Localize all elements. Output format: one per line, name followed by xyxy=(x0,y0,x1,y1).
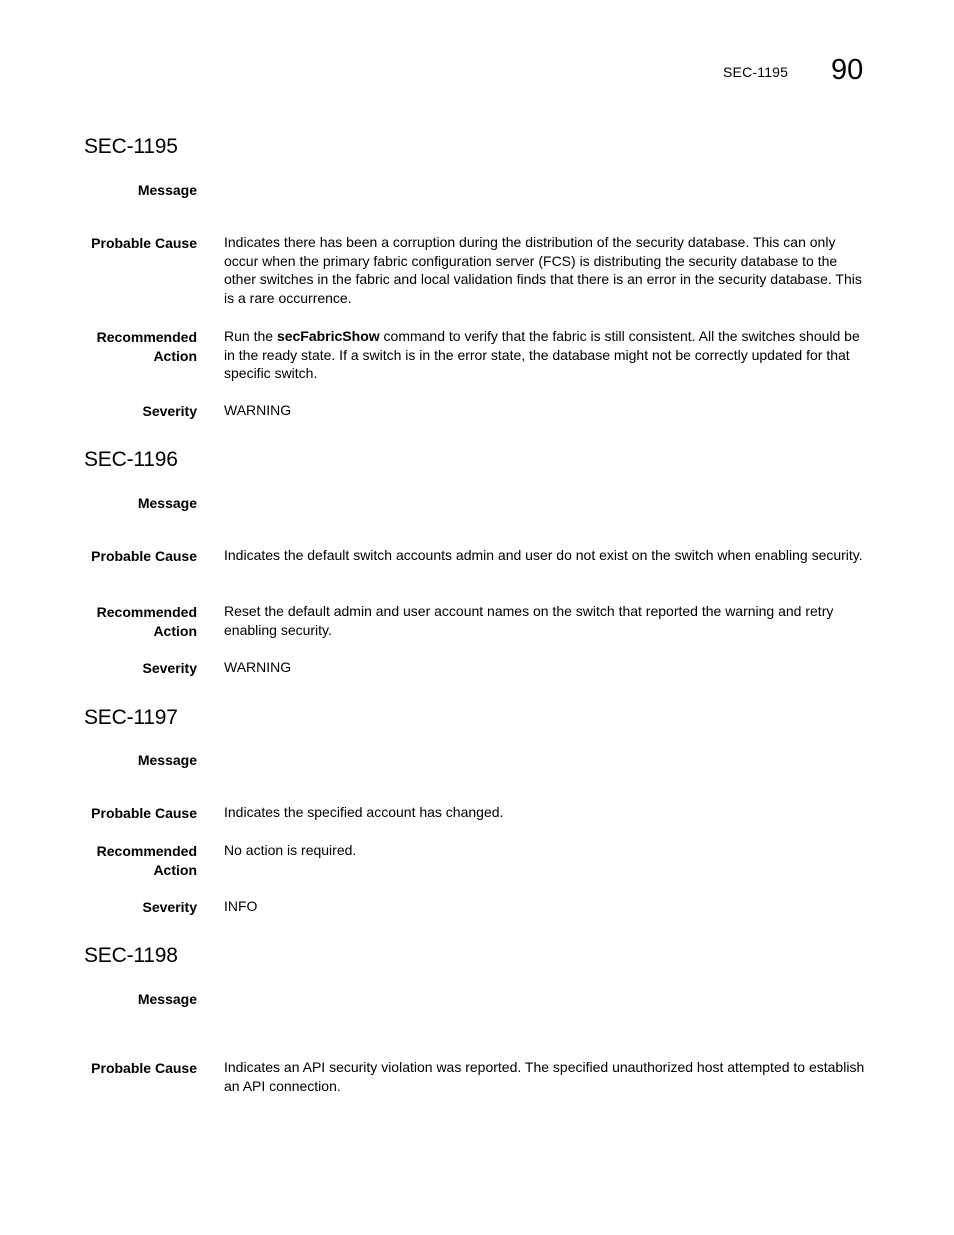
severity-label: Severity xyxy=(142,660,197,676)
section-title: SEC-1197 xyxy=(84,706,178,729)
message-label: Message xyxy=(137,991,197,1007)
recommended-action-label-line1: Recommended xyxy=(96,604,197,620)
probable-cause-label: Probable Cause xyxy=(91,1060,197,1076)
probable-cause-text: Indicates there has been a corruption during the distribution of the security database. This can only occur when the primary fabric configuration server (FCS) is distributing the security database to the other switches in the fabric and local validation finds that there is an error in the security database. This is a rare occurrence. xyxy=(224,234,862,307)
recommended-action-label xyxy=(67,603,197,641)
probable-cause-label: Probable Cause xyxy=(91,805,197,821)
probable-cause-text: Indicates an API security violation was reported. The specified unauthorized host attempted to establish an API connection. xyxy=(224,1059,865,1094)
recommended-action-label xyxy=(67,328,197,366)
recommended-action-text: Reset the default admin and user account names on the switch that reported the warning and retry enabling security. xyxy=(224,603,834,638)
section-title: SEC-1196 xyxy=(84,448,178,471)
recommended-action-text-pre: Run the xyxy=(224,328,277,344)
severity-value: WARNING xyxy=(224,402,292,418)
probable-cause-text: Indicates the default switch accounts admin and user do not exist on the switch when enabling security. xyxy=(224,547,863,563)
recommended-action-text-post: command to verify that the fabric is still consistent. All the switches should be in the ready state. If a switch is in the error state, the database might not be correctly updated for that specific switch. xyxy=(224,328,860,382)
severity-value: WARNING xyxy=(224,659,292,675)
message-label: Message xyxy=(137,495,197,511)
recommended-action-text xyxy=(224,327,870,383)
message-label: Message xyxy=(137,752,197,768)
recommended-action-label-line1: Recommended xyxy=(96,329,197,345)
section-title: SEC-1198 xyxy=(84,944,178,967)
severity-label: Severity xyxy=(142,403,197,419)
probable-cause-text: Indicates the specified account has changed. xyxy=(224,804,504,820)
recommended-action-label-line2: Action xyxy=(153,862,197,878)
recommended-action-label-line2: Action xyxy=(153,348,197,364)
probable-cause-label: Probable Cause xyxy=(91,235,197,251)
severity-value: INFO xyxy=(224,898,258,914)
recommended-action-label xyxy=(67,842,197,880)
command-name: secFabricShow xyxy=(276,328,380,344)
recommended-action-label-line1: Recommended xyxy=(96,843,197,859)
recommended-action-label-line2: Action xyxy=(153,623,197,639)
running-header-section: SEC-1195 xyxy=(723,64,789,80)
severity-label: Severity xyxy=(142,899,197,915)
probable-cause-label: Probable Cause xyxy=(91,548,197,564)
message-label: Message xyxy=(137,182,197,198)
section-title: SEC-1195 xyxy=(84,135,178,158)
chapter-number: 90 xyxy=(831,54,864,86)
recommended-action-text: No action is required. xyxy=(224,842,357,858)
